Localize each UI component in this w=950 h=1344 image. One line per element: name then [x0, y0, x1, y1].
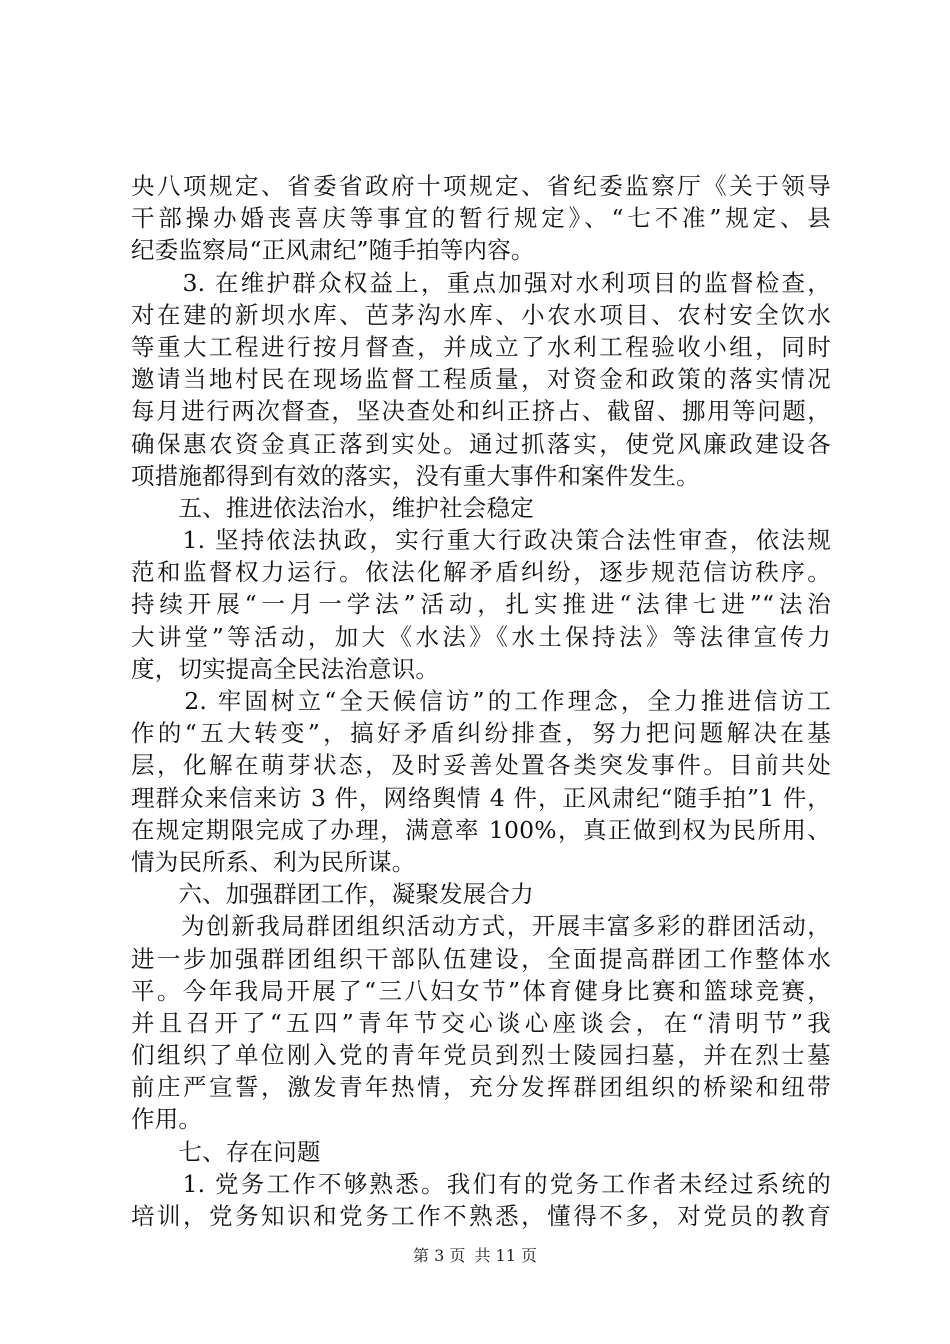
- page-total: 共 11 页: [474, 1246, 537, 1265]
- text-line: 持续开展“一月一学法”活动，扎实推进“法律七进”“法治: [131, 590, 832, 619]
- text-line: 确保惠农资金真正落到实处。通过抓落实，使党风廉政建设各: [131, 429, 831, 458]
- text-line: 平。今年我局开展了“三八妇女节”体育健身比赛和篮球竞赛，: [131, 976, 831, 1005]
- page-footer: [0, 1243, 950, 1266]
- text-line: 3. 在维护群众权益上，重点加强对水利项目的监督检查，: [131, 268, 831, 297]
- text-line: 2. 牢固树立“全天候信访”的工作理念，全力推进信访工: [131, 687, 831, 715]
- text-line: 在规定期限完成了办理，满意率 100%，真正做到权为民所用、: [131, 815, 831, 844]
- text-line: 作的“五大转变”，搞好矛盾纠纷排查，努力把问题解决在基: [131, 719, 831, 748]
- text-line: 1. 党务工作不够熟悉。我们有的党务工作者未经过系统的: [131, 1169, 831, 1198]
- text-line: 作用。: [131, 1105, 203, 1134]
- text-line: 情为民所系、利为民所谋。: [131, 847, 416, 876]
- text-line: 培训，党务知识和党务工作不熟悉，懂得不多，对党员的教育: [131, 1202, 831, 1230]
- text-line: 前庄严宣誓，激发青年热情，充分发挥群团组织的桥梁和纽带: [131, 1073, 831, 1102]
- text-line: 度，切实提高全民法治意识。: [131, 654, 440, 683]
- text-line: 层，化解在萌芽状态，及时妥善处置各类突发事件。目前共处: [131, 751, 831, 780]
- text-line: 为创新我局群团组织活动方式，开展丰富多彩的群团活动，: [131, 912, 831, 941]
- text-line: 理群众来信来访 3 件，网络舆情 4 件，正风肃纪“随手拍”1 件，: [131, 783, 831, 812]
- document-body: [131, 170, 831, 1232]
- section-heading: 五、推进依法治水，维护社会稳定: [131, 493, 534, 522]
- text-line: 大讲堂”等活动，加大《水法》《水土保持法》等法律宣传力: [131, 622, 831, 651]
- text-line: 项措施都得到有效的落实，没有重大事件和案件发生。: [131, 461, 700, 490]
- text-line: 纪委监察局“正风肃纪”随手拍等内容。: [131, 236, 535, 265]
- text-line: 等重大工程进行按月督查，并成立了水利工程验收小组，同时: [131, 332, 831, 361]
- text-line: 范和监督权力运行。依法化解矛盾纠纷，逐步规范信访秩序。: [131, 558, 831, 587]
- text-line: 对在建的新坝水库、芭茅沟水库、小农水项目、农村安全饮水: [131, 300, 831, 329]
- section-heading: 七、存在问题: [131, 1137, 321, 1166]
- text-line: 邀请当地村民在现场监督工程质量，对资金和政策的落实情况: [131, 365, 831, 394]
- section-heading: 六、加强群团工作，凝聚发展合力: [131, 880, 534, 909]
- text-line: 每月进行两次督查，坚决查处和纠正挤占、截留、挪用等问题，: [131, 397, 831, 426]
- text-line: 干部操办婚丧喜庆等事宜的暂行规定》、“七不准”规定、县: [131, 204, 831, 233]
- text-line: 们组织了单位刚入党的青年党员到烈士陵园扫墓，并在烈士墓: [131, 1041, 831, 1070]
- page-number: 第 3 页: [413, 1246, 466, 1265]
- text-line: 进一步加强群团组织干部队伍建设，全面提高群团工作整体水: [131, 944, 831, 973]
- text-line: 并且召开了“五四”青年节交心谈心座谈会，在“清明节”我: [131, 1008, 831, 1037]
- text-line: 1. 坚持依法执政，实行重大行政决策合法性审查，依法规: [131, 526, 831, 555]
- text-line: 央八项规定、省委省政府十项规定、省纪委监察厅《关于领导: [131, 172, 831, 200]
